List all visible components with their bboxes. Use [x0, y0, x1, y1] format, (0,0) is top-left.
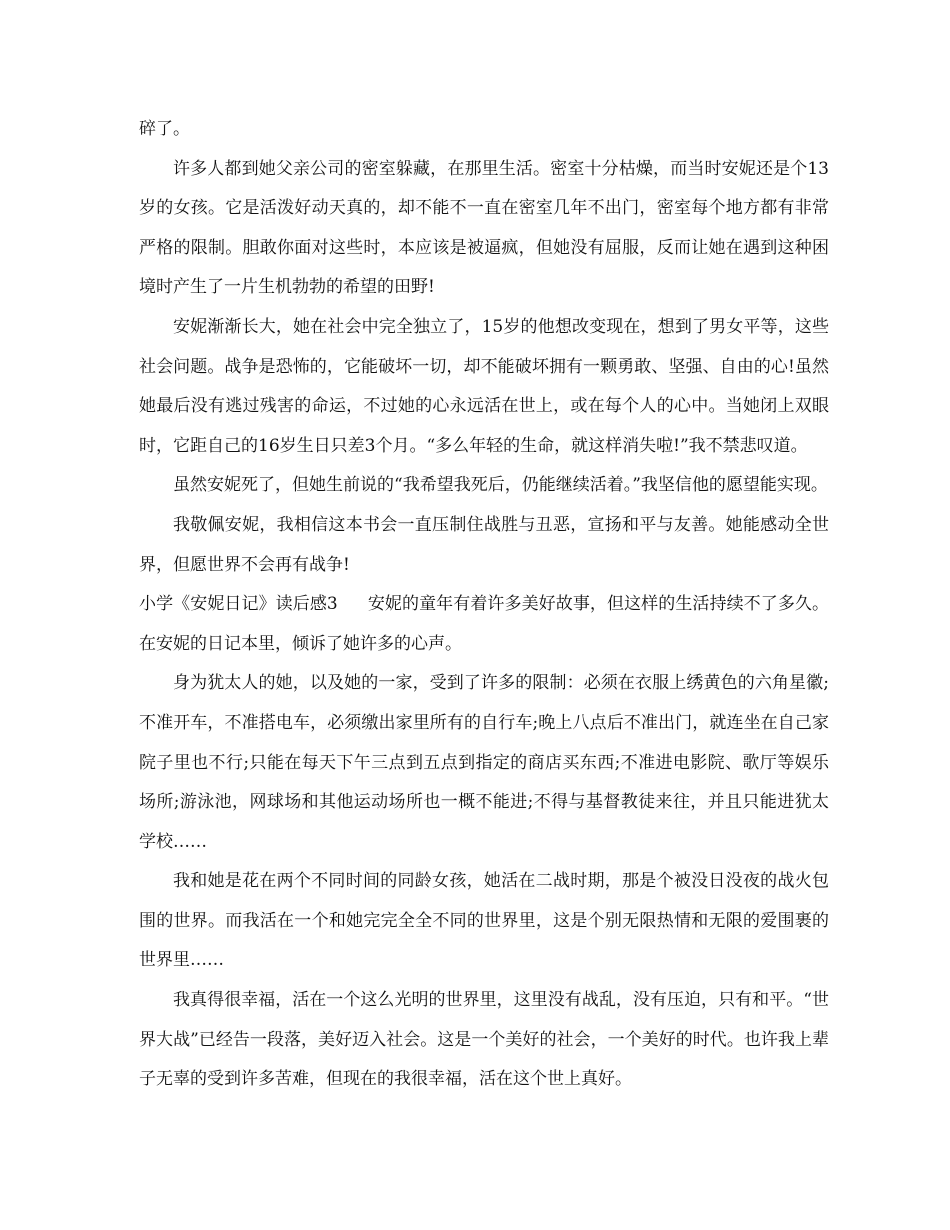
paragraph-continuation: 碎了。 [139, 119, 190, 139]
section-text: 安妮的童年有着许多美好故事，但这样的生活持续不了多久。在安妮的日记本里，倾诉了她许多的心声。 [139, 594, 829, 654]
paragraph: 安妮渐渐长大，她在社会中完全独立了，15岁的他想改变现在，想到了男女平等，这些社会问题。战争是恐怖的，它能破坏一切，却不能破坏拥有一颗勇敢、坚强、自由的心!虽然她最后没有逃过残害的命运，不过她的心永远活在世上，或在每个人的心中。当她闭上双眼时，它距自己的16岁生日只差3个月。“多么年轻的生命，就这样消失啦!”我不禁悲叹道。 [139, 316, 829, 456]
paragraph: 许多人都到她父亲公司的密室躲藏，在那里生活。密室十分枯燥，而当时安妮还是个13岁的女孩。它是活泼好动天真的，却不能不一直在密室几年不出门，密室每个地方都有非常严格的限制。胆敢你面对这些时，本应该是被逼疯，但她没有屈服，反而让她在遇到这种困境时产生了一片生机勃勃的希望的田野! [139, 158, 829, 298]
section-paragraph [139, 585, 829, 664]
paragraph: 我真得很幸福，活在一个这么光明的世界里，这里没有战乱，没有压迫，只有和平。“世界大战”已经告一段落，美好迈入社会。这是一个美好的社会，一个美好的时代。也许我上辈子无辜的受到许多苦难，但现在的我很幸福，活在这个世上真好。 [139, 990, 829, 1090]
paragraph: 身为犹太人的她，以及她的一家，受到了许多的限制：必须在衣服上绣黄色的六角星徽;不准开车，不准搭电车，必须缴出家里所有的自行车;晚上八点后不准出门，就连坐在自己家院子里也不行;只能在每天下午三点到五点到指定的商店买东西;不准进电影院、歌厅等娱乐场所;游泳池，网球场和其他运动场所也一概不能进;不得与基督教徒来往，并且只能进犹太学校…… [139, 673, 829, 852]
section-heading: 小学《安妮日记》读后感3 [139, 594, 338, 615]
document-body [139, 110, 829, 1100]
paragraph: 我敬佩安妮，我相信这本书会一直压制住战胜与丑恶，宣扬和平与友善。她能感动全世界，但愿世界不会再有战争! [139, 514, 829, 575]
paragraph: 虽然安妮死了，但她生前说的“我希望我死后，仍能继续活着。”我坚信他的愿望能实现。 [173, 475, 828, 496]
paragraph: 我和她是花在两个不同时间的同龄女孩，她活在二战时期，那是个被没日没夜的战火包围的世界。而我活在一个和她完完全全不同的世界里，这是个别无限热情和无限的爱围裹的世界里…… [139, 871, 829, 971]
